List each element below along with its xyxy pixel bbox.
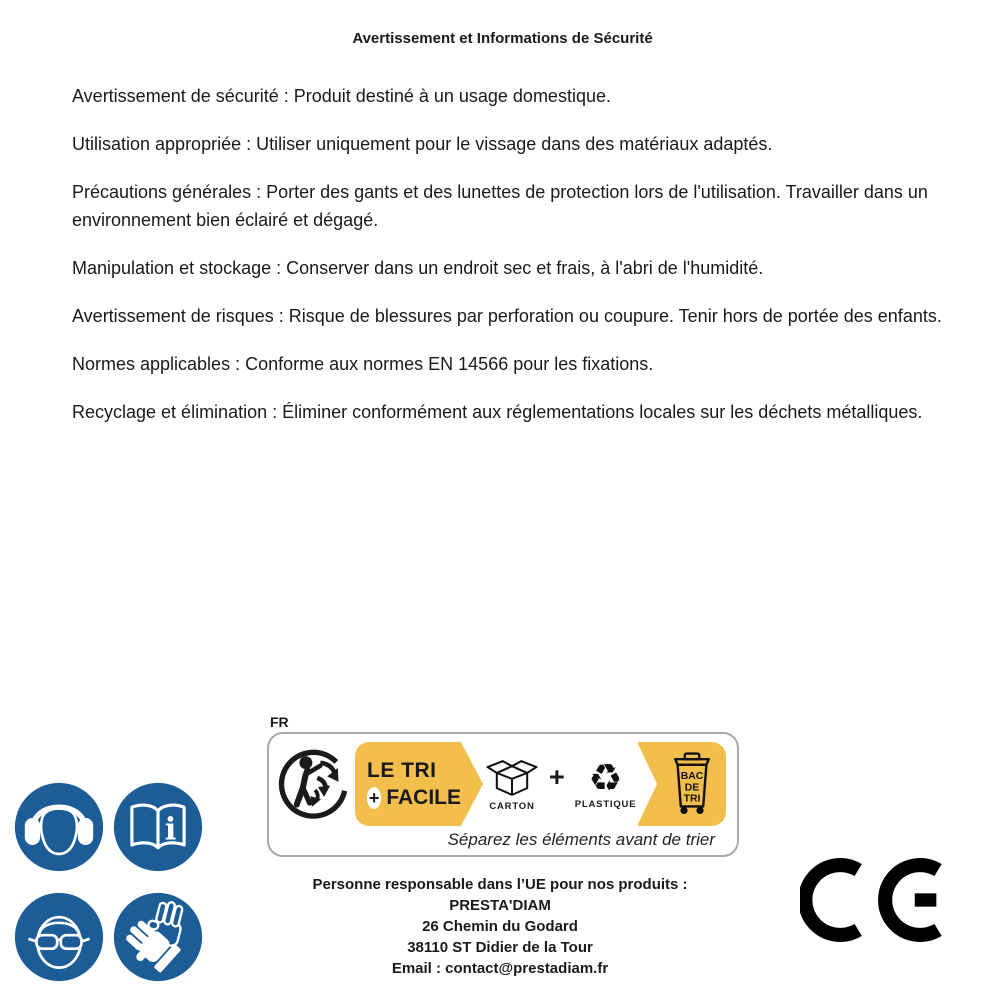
responsible-city: 38110 ST Didier de la Tour <box>407 939 593 956</box>
svg-text:i: i <box>164 811 177 848</box>
mandatory-safety-icons <box>14 782 203 982</box>
responsible-email: Email : contact@prestadiam.fr <box>391 960 609 977</box>
yellow-arrow-icon <box>461 742 483 826</box>
recycling-sorting-banner <box>267 714 739 857</box>
responsible-company: PRESTA'DIAM <box>449 897 551 914</box>
bin-label-line3: TRI <box>683 793 701 805</box>
carton-box-icon <box>485 756 539 800</box>
paragraph-appropriate-use: Utilisation appropriée : Utiliser uniquement pour le vissage dans des matériaux adaptés. <box>72 134 773 154</box>
material-label-carton: CARTON <box>489 801 535 812</box>
material-label-plastique: PLASTIQUE <box>574 799 637 810</box>
page-title: Avertissement et Informations de Sécurité <box>352 30 653 47</box>
paragraph-applicable-standards: Normes applicables : Conforme aux normes EN 14566 pour les fixations. <box>72 354 654 374</box>
tri-banner-box <box>267 732 739 857</box>
paragraph-general-precautions: Précautions générales : Porter des gants et des lunettes de protection lors de l'utilisation. Travailler dans un environnement bien éclairé et dégagé. <box>72 182 928 230</box>
tri-headline-block <box>355 742 461 826</box>
country-label: FR <box>270 714 289 730</box>
paragraph-safety-warning: Avertissement de sécurité : Produit destiné à un usage domestique. <box>72 86 611 106</box>
materials-row <box>483 756 638 812</box>
recycling-symbol-icon: ♻ <box>588 756 623 800</box>
wear-eye-protection-icon <box>14 892 104 982</box>
responsible-person-block <box>240 874 760 979</box>
responsible-street: 26 Chemin du Godard <box>422 918 578 935</box>
triman-logo-icon <box>277 743 353 825</box>
safety-paragraphs <box>72 82 977 446</box>
paragraph-recycling-disposal: Recyclage et élimination : Éliminer conformément aux réglementations locales sur les déchets métalliques. <box>72 402 923 422</box>
paragraph-risk-warning: Avertissement de risques : Risque de blessures par perforation ou coupure. Tenir hors de portée des enfants. <box>72 306 942 326</box>
wear-protective-gloves-icon <box>113 892 203 982</box>
white-chevron-icon <box>637 742 657 826</box>
ce-marking-icon <box>800 850 948 950</box>
wear-ear-protection-icon <box>14 782 104 872</box>
materials-plus-sign: + <box>549 761 565 792</box>
material-carton <box>485 756 539 812</box>
tri-headline-bottom: FACILE <box>386 785 461 809</box>
sorting-instruction: Séparez les éléments avant de trier <box>447 830 715 849</box>
paragraph-handling-storage: Manipulation et stockage : Conserver dans un endroit sec et frais, à l'abri de l'humidité. <box>72 258 764 278</box>
material-plastique <box>575 758 637 810</box>
bin-label-line1: BAC <box>681 771 704 783</box>
plus-circle-icon: + <box>368 787 380 808</box>
sorting-bin-icon <box>668 752 716 816</box>
tri-headline-top: LE TRI <box>367 758 437 782</box>
sorting-bin-block <box>638 742 726 826</box>
read-instruction-manual-icon <box>113 782 203 872</box>
bin-label-line2: DE <box>685 782 700 794</box>
responsible-intro: Personne responsable dans l’UE pour nos produits : <box>312 876 688 893</box>
